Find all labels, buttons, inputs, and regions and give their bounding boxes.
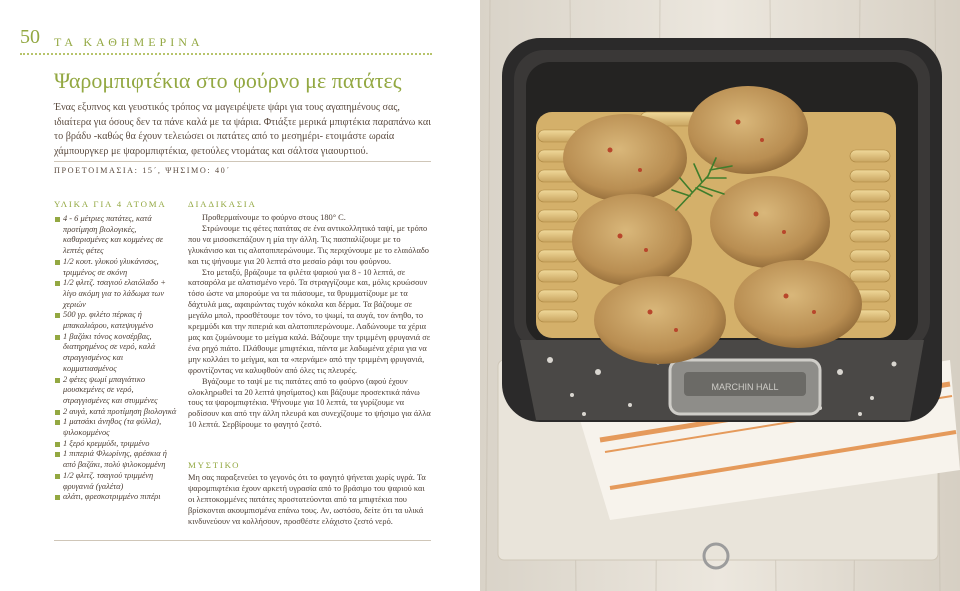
tip-heading: ΜΥΣΤΙΚΟ xyxy=(188,460,241,470)
tip-text: Μη σας παραξενεύει το γεγονός ότι το φαγητό ψήνεται χωρίς υγρά. Τα ψαρομπιφτέκια έχουν αρκετή υγρασία από το βράσιμο του ψαριού και οι λεπτοκομμένες πατάτες προστατεύονται από τα μπιφτέκια που βρίσκονται ακουμπισμένα επάνω τους. Αν, ωστόσο, δείτε ότι τα υλικά κινδυνεύουν να κολλήσουν, προσθέστε ελάχιστο ζεστό νερό. xyxy=(188,473,426,526)
bottom-rule xyxy=(54,540,431,541)
ingredient-item: 500 γρ. φιλέτο πέρκας ή μπακαλιάρου, κατεψυγμένο xyxy=(56,310,178,331)
ingredients-heading: ΥΛΙΚΑ ΓΙΑ 4 ΑΤΟΜΑ xyxy=(54,199,167,209)
direction-paragraph: Βγάζουμε το ταψί με τις πατάτες από το φούρνο (αφού έχουν ολοκληρωθεί τα 20 λεπτά ψησίματος) και βάζουμε προσεκτικά πάνω τους τα ψαρομπιφτέκια. Ψήνουμε για 10 λεπτά, τα γυρίζουμε να ροδίσουν και από την άλλη πλευρά και συνεχίζουμε το ψήσιμο για άλλα 10 λεπτά. Σερβίρουμε το φαγητό ζεστό. xyxy=(188,376,431,430)
recipe-intro: Ένας εξυπνος και γευστικός τρόπος να μαγειρέψετε ψάρι για τους αγαπημένους σας, ιδιαίτερα για όσους δεν τα πάνε καλά με τα ψάρια. Φτιάξτε μερικά μπιφτέκια παραπάνω και το βράδυ -καθώς θα έχουν τελειώσει οι πατάτες από το μεσημέρι- ετοιμάστε ωραία χάμπουργκερ με ψαρομπιφτέκια, φετούλες ντομάτας και σάλτσα γιαουρτιού. xyxy=(54,102,431,157)
directions-heading: ΔΙΑΔΙΚΑΣΙΑ xyxy=(188,199,257,209)
ingredient-item: 1 ματσάκι άνηθος (τα φύλλα), ψιλοκομμένος xyxy=(56,417,178,438)
direction-paragraph: Στρώνουμε τις φέτες πατάτας σε ένα αντικολλητικό ταψί, με τρόπο που να μισοσκεπάζουν η μία την άλλη. Τις πασπαλίζουμε με το γλυκάνισο και τις αλατοπιπερώνουμε. Τις περιχύνουμε με το ελαιόλαδο και τις ψήνουμε για 20 λεπτά στο μεσαίο ράφι του φούρνου. xyxy=(188,223,429,266)
recipe-title: Ψαρομπιφτέκια στο φούρνο με πατάτες xyxy=(54,68,402,93)
ingredients-list xyxy=(56,214,178,503)
ingredient-item: 1 ξερό κρεμμύδι, τριμμένο xyxy=(56,439,178,450)
direction-paragraph: Στο μεταξύ, βράζουμε τα φιλέτα ψαριού για 8 - 10 λεπτά, σε κατσαρόλα με αλατισμένο νερό. Τα στραγγίζουμε και, μόλις κρυώσουν τόσο ώστε να μπορούμε να τα πιάσουμε, τα θρυμματίζουμε με τα δάχτυλά μας, αφαιρώντας τυχόν κόκαλα και δέρμα. Τα βάζουμε σε μεγάλο μπολ, προσθέτουμε τον τόνο, το ψωμί, τα αυγά, τον άνηθο, το κρεμμύδι και την πιπεριά και αλατοπιπερώνουμε. Λαδώνουμε τα χέρια μας και ζυμώνουμε το μείγμα καλά. Βάζουμε την τριμμένη φρυγανιά σε ένα ρηχό πιάτο. Πλάθουμε μπιφτέκια, πάντα με λαδωμένα χέρια για να μην κολλάει το μείγμα, και τα «περνάμε» από την τριμμένη φρυγανιά, φροντίζοντας να καλυφθούν από όλες τις πλευρές. xyxy=(188,267,431,375)
section-divider xyxy=(54,161,431,162)
pan-brand: MARCHIN HALL xyxy=(711,382,779,392)
ingredient-item: 2 φέτες ψωμί μπαγιάτικο μουσκεμένες σε νερό, στραγγισμένες και στυμμένες xyxy=(56,375,178,407)
ingredient-item: 1 πιπεριά Φλωρίνης, φρέσκια ή από βαζάκι, πολύ ψιλοκομμένη xyxy=(56,449,178,470)
running-head: ΤΑ ΚΑΘΗΜΕΡΙΝΑ xyxy=(54,35,204,49)
prep-cook-times: ΠΡΟΕΤΟΙΜΑΣΙΑ: 15´, ΨΗΣΙΜΟ: 40´ xyxy=(54,166,231,175)
ingredient-item: 1/2 φλιτζ. τσαγιού ελαιόλαδο + λίγο ακόμη για το λάδωμα των χεριών xyxy=(56,278,178,310)
fishcakes-photo xyxy=(480,0,960,591)
ingredient-item: 1 βαζάκι τόνος κονσέρβας, διατηρημένος σε νερό, καλά στραγγισμένος και κομματιασμένος xyxy=(56,332,178,375)
ingredient-item: 1/2 φλιτζ. τσαγιού τριμμένη φρυγανιά (γαλέτα) xyxy=(56,471,178,492)
photo-page xyxy=(480,0,960,591)
header-dotted-rule xyxy=(20,53,432,55)
ingredient-item: 2 αυγά, κατά προτίμηση βιολογικά xyxy=(56,407,178,418)
page-number: 50 xyxy=(20,26,40,48)
ingredient-item: 1/2 κουτ. γλυκού γλυκάνισος, τριμμένος σε σκόνη xyxy=(56,257,178,278)
ingredient-item: 4 - 6 μέτριες πατάτες, κατά προτίμηση βιολογικές, καθαρισμένες και κομμένες σε λεπτές φέτες xyxy=(56,214,178,257)
direction-paragraph: Προθερμαίνουμε το φούρνο στους 180° C. xyxy=(202,213,346,222)
directions-text xyxy=(188,213,432,431)
ingredient-item: αλάτι, φρεσκοτριμμένο πιπέρι xyxy=(56,492,178,503)
